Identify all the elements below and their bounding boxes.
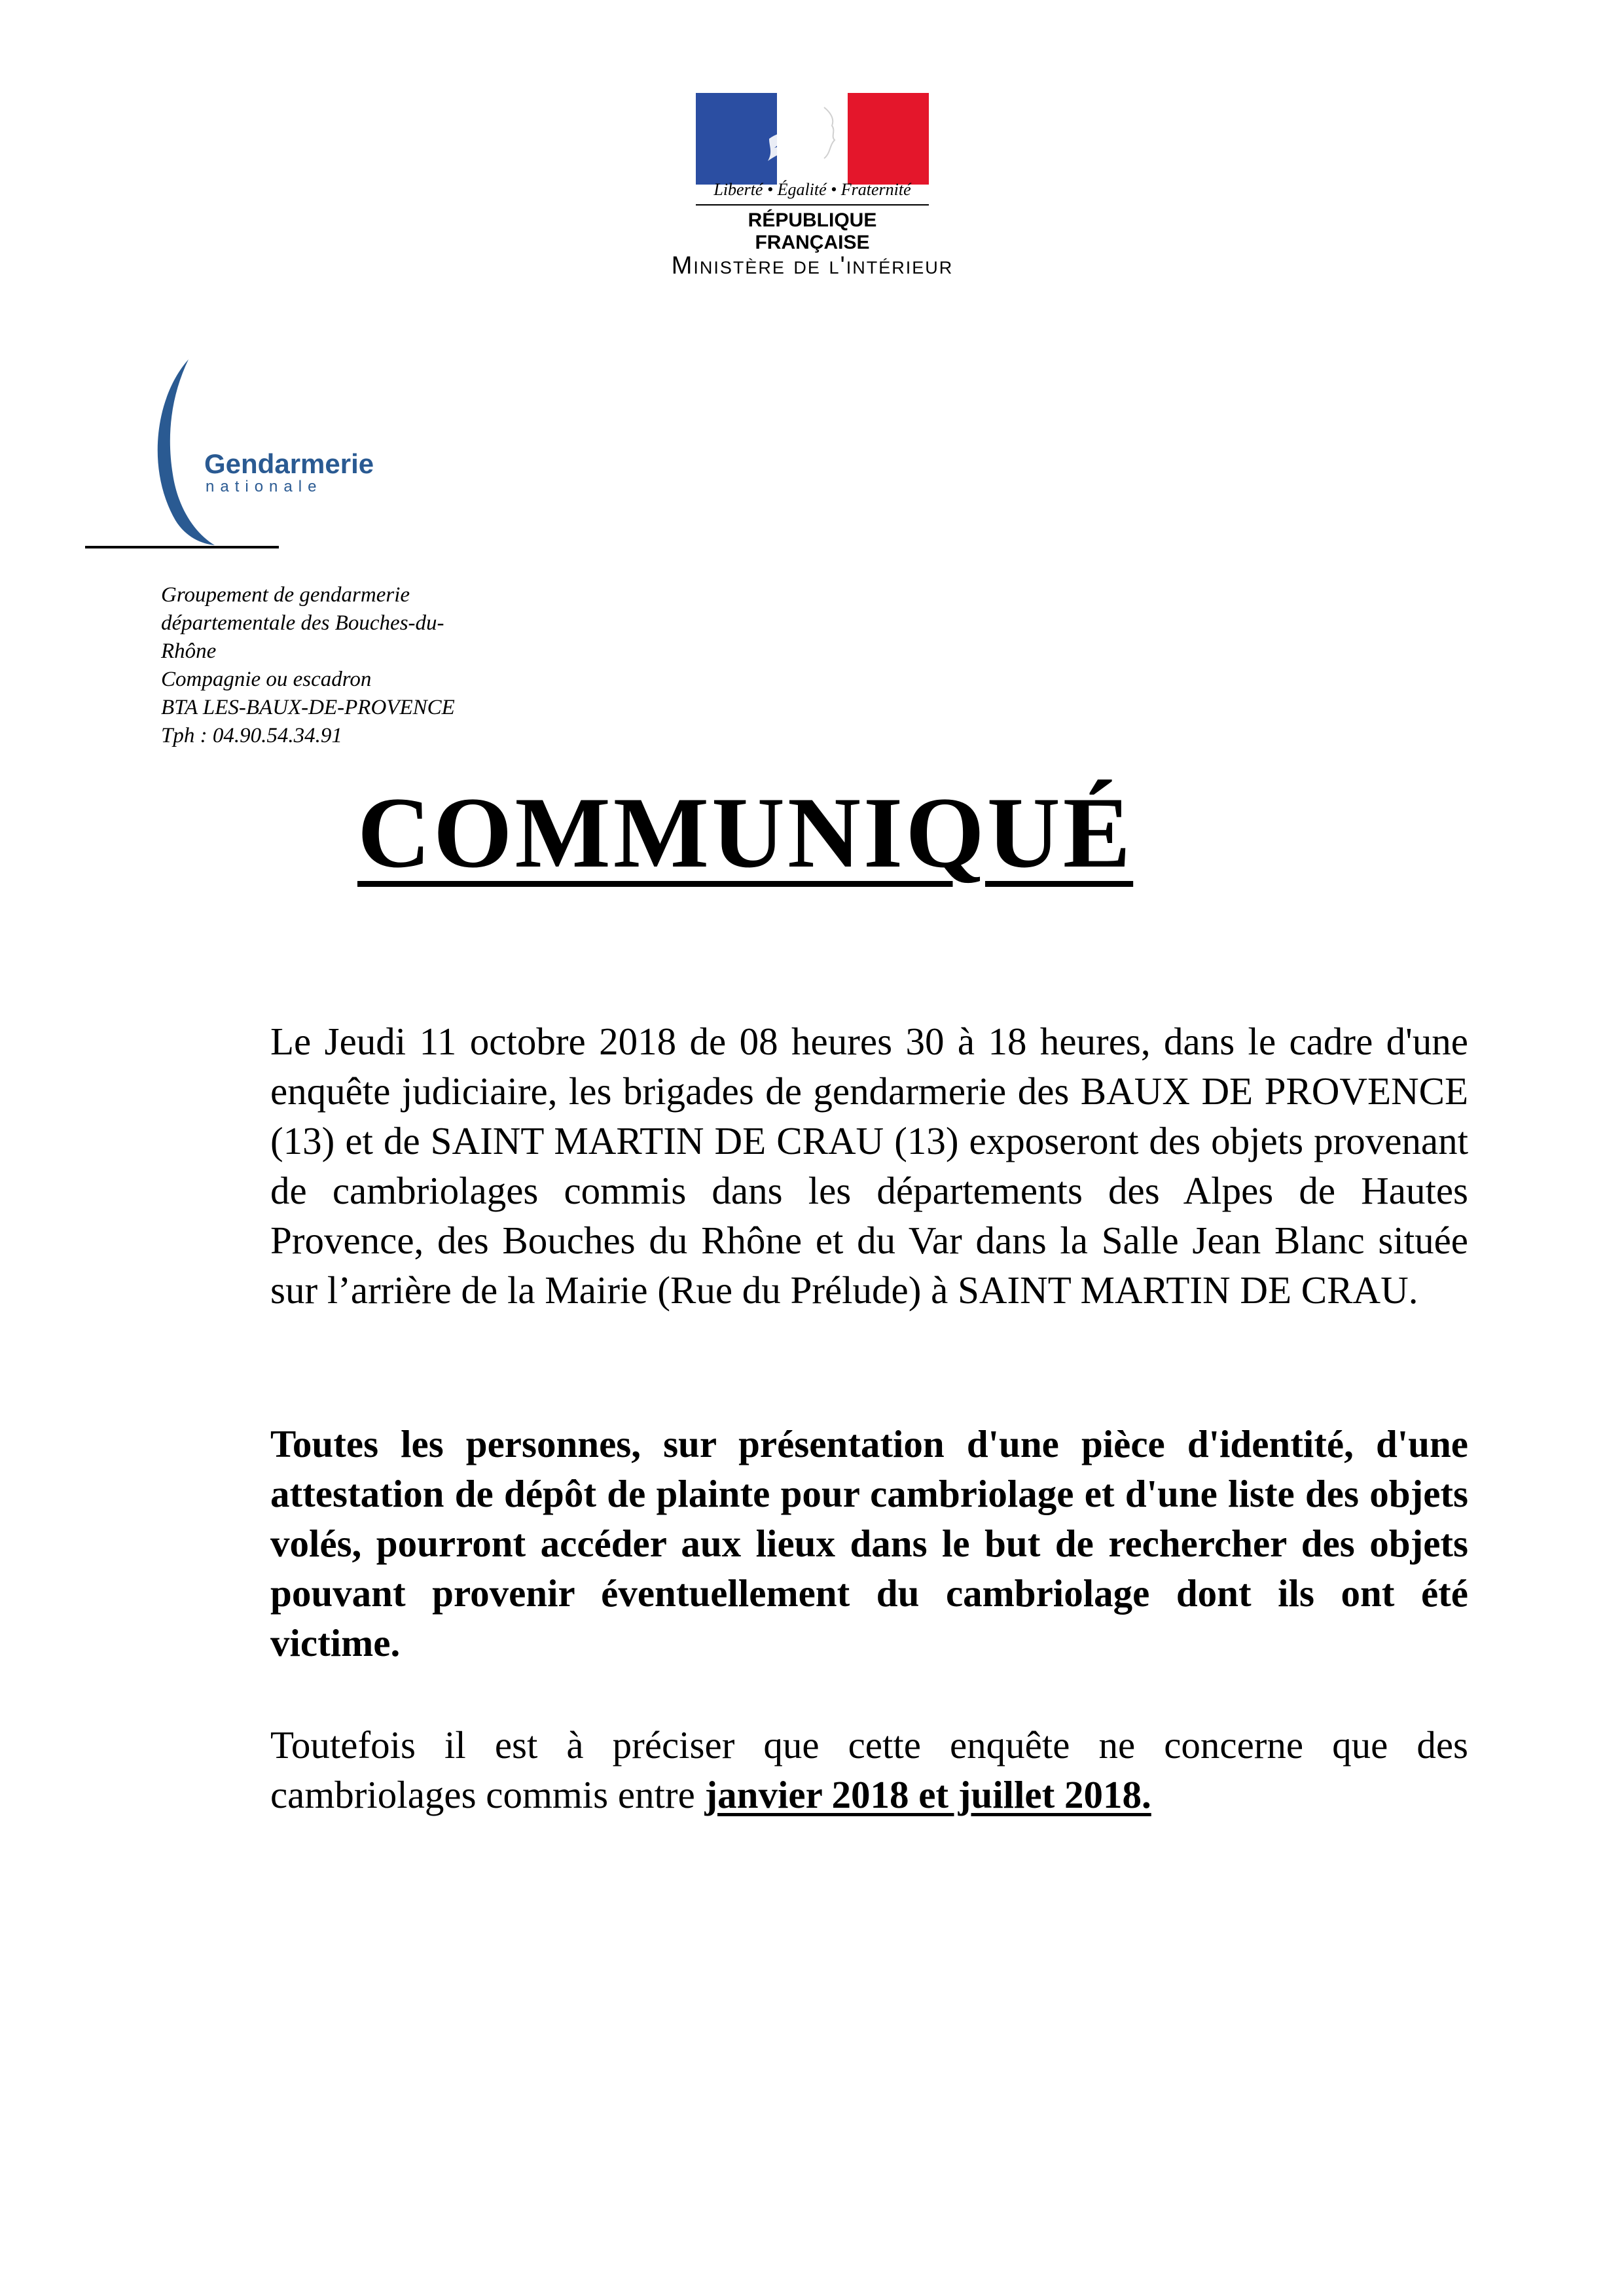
gendarmerie-subtitle: nationale (206, 478, 323, 495)
unit-phone: Tph : 04.90.54.34.91 (161, 724, 342, 747)
document-title: COMMUNIQUÉ (357, 776, 1134, 889)
marianne-logo-icon (696, 93, 929, 185)
republic-name: RÉPUBLIQUE FRANÇAISE (748, 209, 877, 253)
republic-motto: Liberté • Égalité • Fraternité (713, 180, 911, 199)
motto-divider (696, 204, 929, 206)
scope-text: Toutefois il est à préciser que cette enquête ne concerne que des cambriolages commis entre (270, 1723, 1468, 1816)
gendarmerie-name: Gendarmerie (204, 448, 374, 479)
unit-line: Compagnie ou escadron (161, 668, 372, 691)
body-paragraph-scope (270, 1720, 1468, 1820)
ministry-name: Ministère de l'intérieur (671, 252, 954, 279)
logo-divider (85, 546, 279, 548)
body-paragraph-conditions: Toutes les personnes, sur présentation d'une pièce d'identité, d'une attestation de dépôt de plainte pour cambriolage et d'une liste des objets volés, pourront accéder aux lieux dans le but de rechercher des objets pouvant provenir éventuellement du cambriolage dont ils ont été victime. (270, 1422, 1468, 1664)
unit-line: départementale des Bouches-du- (161, 611, 444, 635)
unit-line: Groupement de gendarmerie (161, 583, 410, 607)
issuing-unit-address (161, 581, 528, 750)
scope-period: janvier 2018 et juillet 2018. (704, 1773, 1151, 1816)
unit-line: Rhône (161, 639, 217, 663)
unit-line: BTA LES-BAUX-DE-PROVENCE (161, 696, 455, 719)
body-paragraph-event: Le Jeudi 11 octobre 2018 de 08 heures 30 à 18 heures, dans le cadre d'une enquête judiciaire, les brigades de gendarmerie des BAUX DE PROVENCE (13) et de SAINT MARTIN DE CRAU (13) exposeront des objets provenant de cambriolages commis dans les départements des Alpes de Hautes Provence, des Bouches du Rhône et du Var dans la Salle Jean Blanc située sur l’arrière de la Mairie (Rue du Prélude) à SAINT MARTIN DE CRAU. (270, 1020, 1468, 1312)
